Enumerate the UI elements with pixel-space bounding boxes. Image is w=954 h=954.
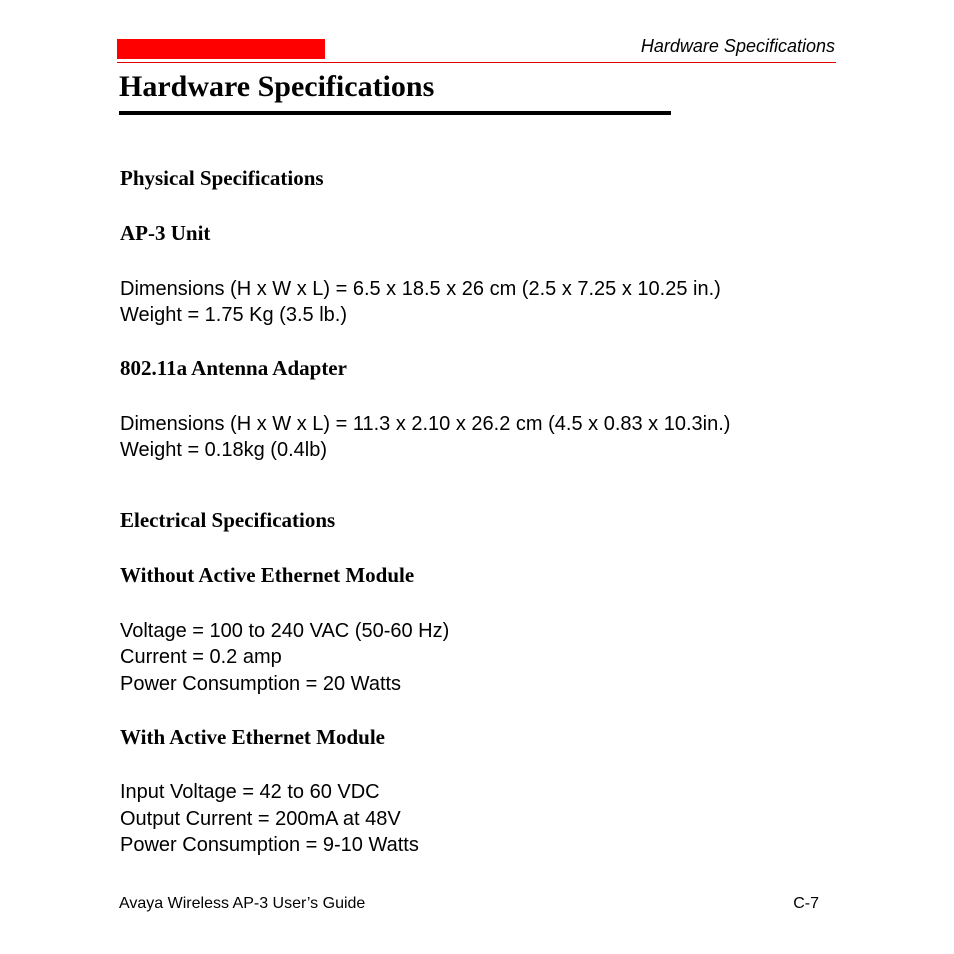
with-power: Power Consumption = 9-10 Watts (120, 834, 419, 856)
footer-page-number: C-7 (793, 895, 819, 912)
with-input-voltage: Input Voltage = 42 to 60 VDC (120, 781, 380, 803)
title-underline (119, 111, 671, 115)
adapter-weight: Weight = 0.18kg (0.4lb) (120, 439, 327, 461)
header-accent-bar (117, 39, 325, 59)
subheading-antenna-adapter: 802.11a Antenna Adapter (120, 356, 347, 380)
without-current: Current = 0.2 amp (120, 646, 282, 668)
running-header-title: Hardware Specifications (640, 36, 835, 56)
footer-guide-title: Avaya Wireless AP-3 User’s Guide (119, 895, 366, 912)
ap3-weight: Weight = 1.75 Kg (3.5 lb.) (120, 304, 347, 326)
section-heading-electrical: Electrical Specifications (120, 508, 336, 532)
header-rule (117, 62, 836, 63)
subheading-without-active-ethernet: Without Active Ethernet Module (120, 563, 415, 587)
subheading-ap3-unit: AP-3 Unit (120, 221, 211, 245)
without-power: Power Consumption = 20 Watts (120, 673, 402, 695)
section-heading-physical: Physical Specifications (120, 166, 324, 190)
adapter-dimensions: Dimensions (H x W x L) = 11.3 x 2.10 x 26.2 cm (4.5 x 0.83 x 10.3in.) (120, 413, 731, 435)
subheading-with-active-ethernet: With Active Ethernet Module (120, 725, 386, 749)
without-voltage: Voltage = 100 to 240 VAC (50-60 Hz) (120, 620, 450, 642)
with-output-current: Output Current = 200mA at 48V (120, 808, 401, 830)
ap3-dimensions: Dimensions (H x W x L) = 6.5 x 18.5 x 26 cm (2.5 x 7.25 x 10.25 in.) (120, 278, 721, 300)
page-title: Hardware Specifications (119, 70, 435, 103)
